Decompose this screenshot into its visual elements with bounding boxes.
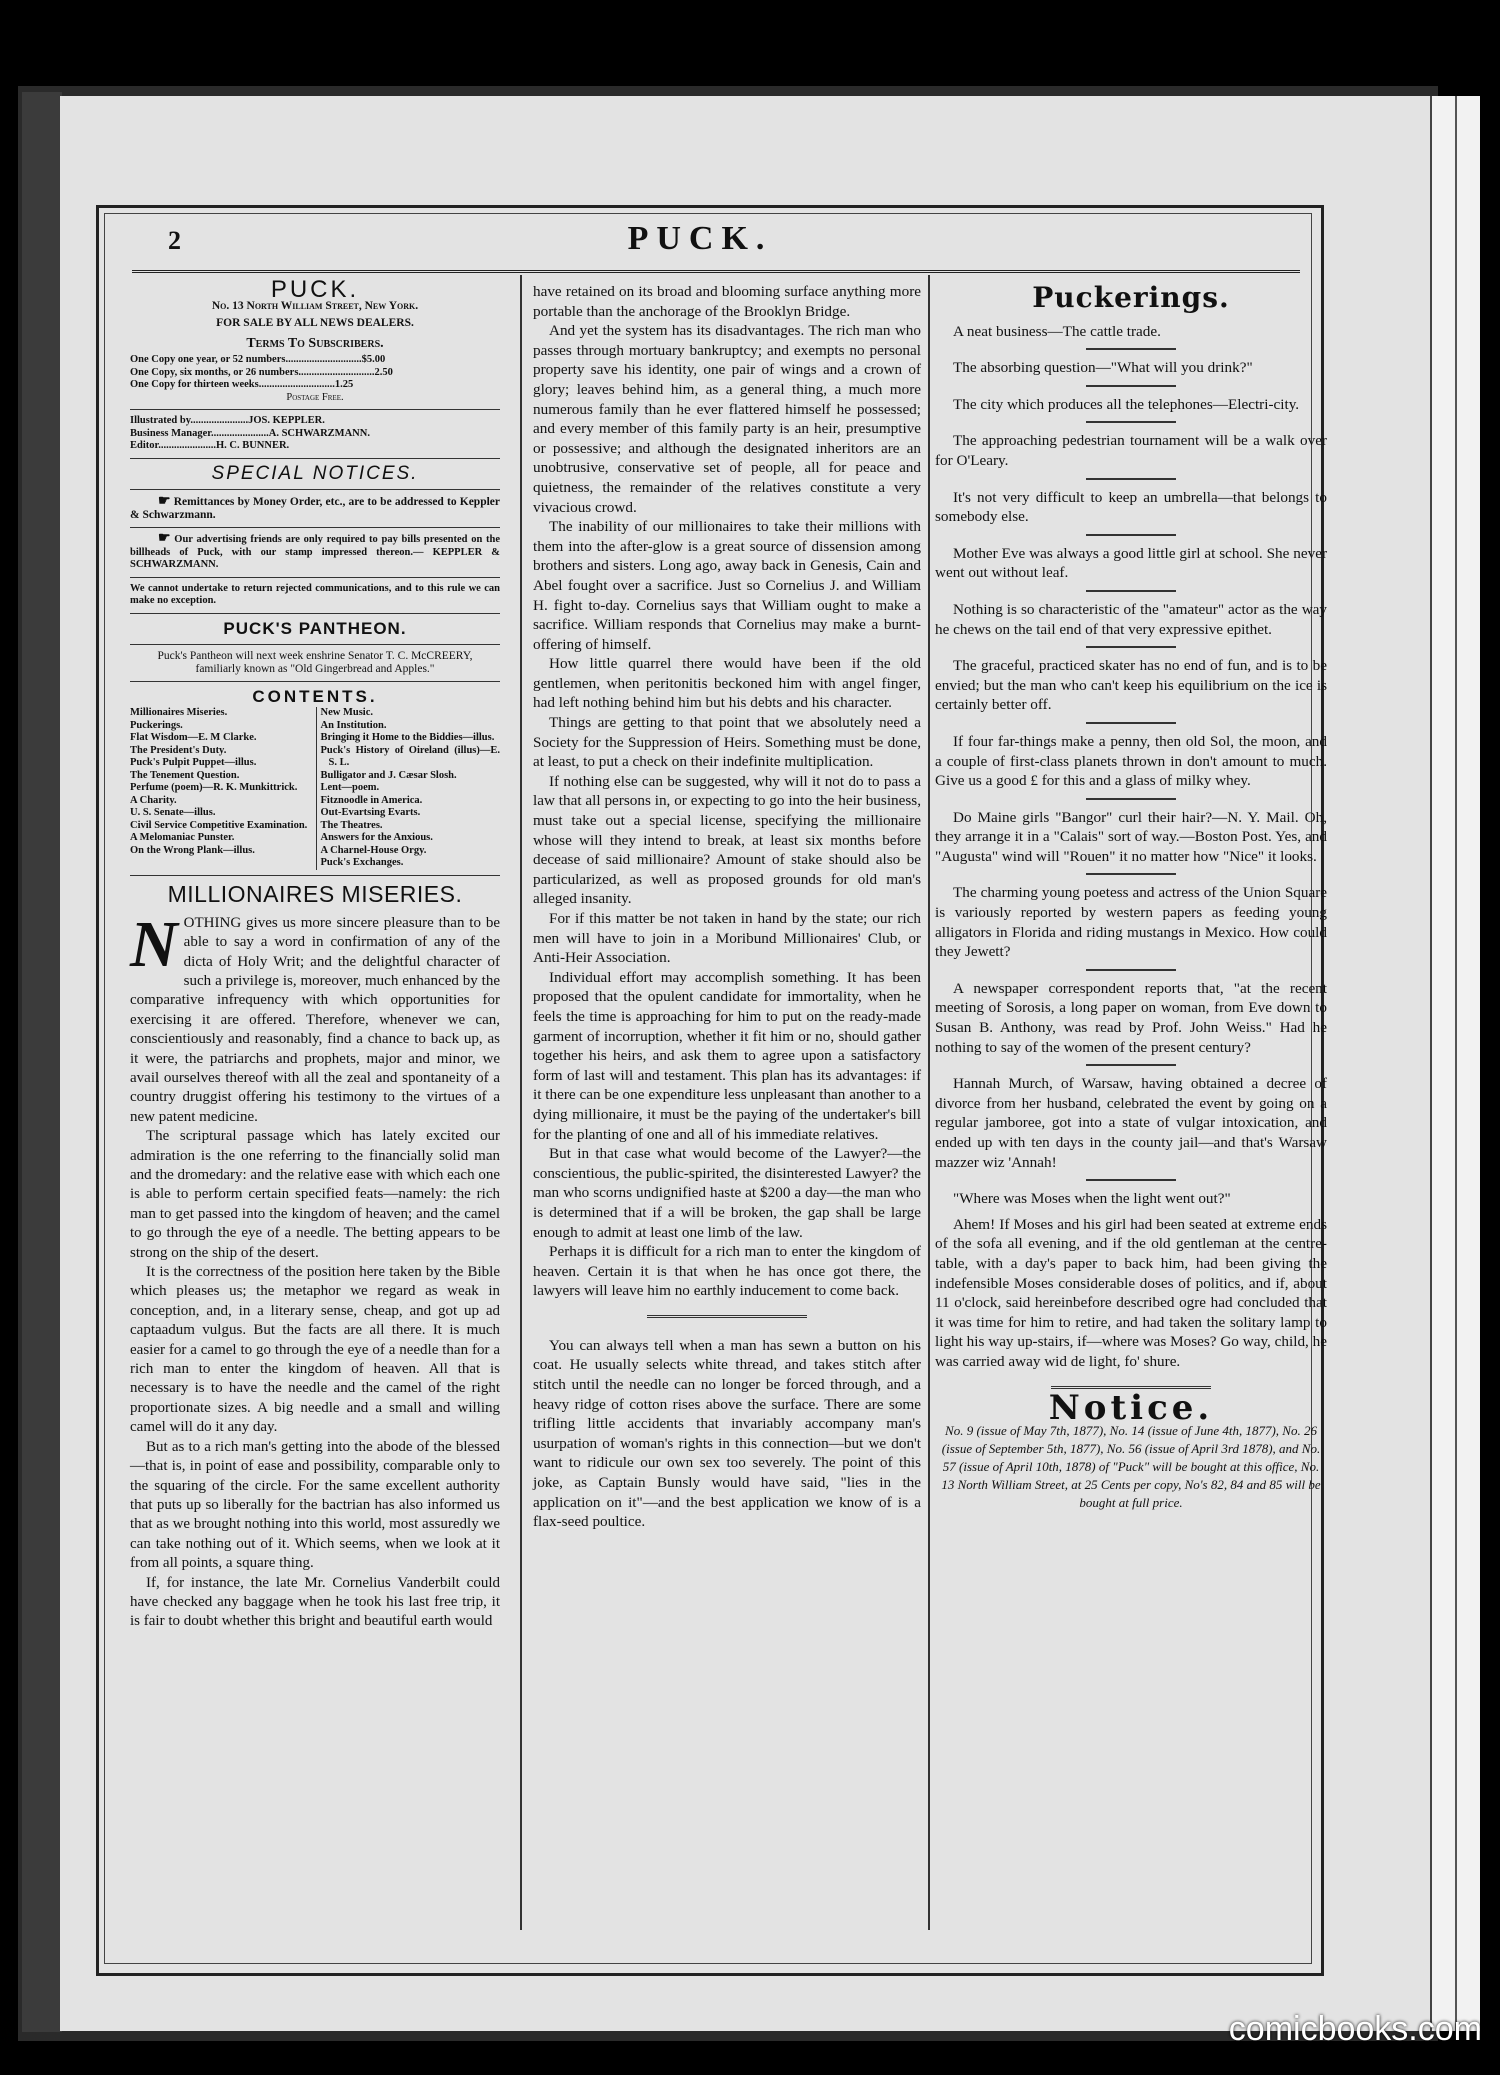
divider [1086, 1179, 1176, 1181]
divider [130, 489, 500, 490]
notice-returns: We cannot undertake to return rejected communications, and to this rule we can make no exception. [130, 582, 500, 607]
divider [130, 527, 500, 528]
article-paragraph: The scriptural passage which has lately excited our admiration is the one referring to the financially solid man and the dromedary: and the relative ease with which each one is able to perform certain specified feats—namely: the rich man to get passed into the kingdom of heaven; and the camel to go through the eye of a needle. The betting appears to be strong on the ship of the desert. [130, 1128, 500, 1261]
article-paragraph: NOTHING gives us more sincere pleasure than to be able to say a word in confirmation of any of the dicta of Holy Writ; and the delightful character of such a privilege is, moreover, much enhanced by the comparative infrequency with which opportunities for exercising it are offered. Therefore, whenever we can, conscientiously and reasonably, find a chance to back up, as it were, the patriarchs and prophets, major and minor, we avail ourselves thereof with all the zeal and spontaneity of a country druggist offering his testimony to the virtues of a new patent medicine. [130, 907, 500, 1125]
article-title: MILLIONAIRES MISERIES. [167, 880, 463, 907]
list-item: Flat Wisdom—E. M Clarke. [130, 732, 257, 744]
list-item: The Tenement Question. [130, 769, 240, 781]
pointing-hand-icon: ☛ [158, 531, 171, 547]
notice-text: Remittances by Money Order, etc., are to be addressed to Keppler & Schwarzmann. [130, 496, 500, 522]
divider [1086, 385, 1176, 387]
divider [130, 613, 500, 614]
pantheon-text: Puck's Pantheon will next week enshrine Senator T. C. McCREERY, familiarly known as "Old Gingerbread and Apples." [157, 649, 473, 675]
puckering-item: A neat business—The cattle trade. [953, 322, 1161, 340]
puckering-item: The city which produces all the telephones—Electri-city. [953, 395, 1300, 413]
list-item: The Theatres. [320, 819, 383, 831]
masthead: PUCK. [627, 220, 773, 257]
terms-line: One Copy for thirteen weeks.............................1.25 [130, 379, 354, 391]
list-item: A Charity. [130, 794, 177, 806]
drop-cap: N [130, 907, 178, 981]
contents-right [316, 707, 501, 870]
header-rule [132, 270, 1300, 273]
notice-text: No. 9 (issue of May 7th, 1877), No. 14 (issue of June 4th, 1877), No. 26 (issue of September 5th, 1877), No. 56 (issue of April 3rd 1878), and No. 57 (issue of April 10th, 1878) of "Puck" will be bought at this office, No. 13 North William Street, at 25 Cents per copy, No's 82, 84 and 85 will be bought at full price. [941, 1423, 1321, 1511]
divider [130, 458, 500, 459]
column-left [130, 278, 500, 1632]
puckering-item: The charming young poetess and actress of the Union Square is variously reported by western papers as feeding young alligators in Florida and riding mustangs in Mexico. How could they Jewett? [935, 884, 1327, 961]
divider [130, 681, 500, 682]
list-item: Puck's Exchanges. [320, 857, 404, 869]
contents-title: CONTENTS. [252, 686, 378, 706]
for-sale-line: FOR SALE BY ALL NEWS DEALERS. [216, 317, 414, 330]
notice-advertising [130, 533, 500, 572]
divider [1086, 421, 1176, 423]
list-item: Bulligator and J. Cæsar Slosh. [320, 769, 457, 781]
list-item: An Institution. [320, 719, 387, 731]
divider [1086, 348, 1176, 350]
pantheon-title: PUCK'S PANTHEON. [223, 618, 407, 638]
divider [1086, 969, 1176, 971]
puckering-item: The absorbing question—"What will you drink?" [953, 359, 1253, 377]
list-item: Puckerings. [130, 719, 183, 731]
staff-line: Illustrated by......................JOS. KEPPLER. [130, 415, 325, 427]
terms-title: Terms To Subscribers. [246, 336, 384, 352]
staff-line: Editor......................H. C. BUNNER. [130, 440, 290, 452]
divider [1086, 873, 1176, 875]
article-paragraph: It is the correctness of the position here taken by the Bible which pleases us; the metaphor we regard as weak in conception, and, in a literary sense, cheap, and got up ad captaadum vulgus. But the facts are all there. It is much easier for a camel to go through the eye of a needle than for a rich man to enter the kingdom of heaven. All that is necessary is to have the needle and the camel of the right proportionate sizes. A big needle and a small and willing camel will do it any day. [130, 1264, 500, 1436]
article-paragraph: You can always tell when a man has sewn a button on his coat. He usually selects white thread, and takes stitch after stitch until the needle can no longer be forced through, and a heavy ridge of cotton rises above the surface. There are some trifling little accidents that invariably accompany man's usurpation of woman's rights in this connection—but we don't want to ridicule our own sex too severely. The point of this joke, as Captain Bunsly would have said, "lies in the application on it"—and the best application we know of is a flax-seed poultice. [533, 1336, 921, 1531]
article-paragraph: If nothing else can be suggested, why will it not do to pass a law that all persons in, or expecting to go into the heir business, must take out a special license, specifying the millionaire whose will they intend to break, at least six months before decease of said millionaire? Amount of stake should also be particularized, as well as proposed grounds for old man's alleged insanity. [533, 772, 921, 908]
contents-left [130, 707, 310, 870]
list-item: Fitznoodle in America. [320, 794, 423, 806]
notice-remittances [130, 495, 500, 522]
list-item: Civil Service Competitive Examination. [130, 819, 308, 831]
puckering-item: Do Maine girls "Bangor" curl their hair?—N. Y. Mail. Oh, they arrange it in a "Calais" sort of way.—Boston Post. Yes, and "Augusta" wind will "Rouen" it no matter how "Nice" it looks. [935, 808, 1327, 865]
list-item: Lent—poem. [320, 782, 380, 794]
article-paragraph: But as to a rich man's getting into the abode of the blessed—that is, in point of ease and possibility, comparable only to the squaring of the circle. For the same excellent authority that puts up so liberally for the bactrian has also informed us that as we brought nothing into this world, most assuredly we can take nothing out of it. Which seems, when we look at it from all points, a square thing. [130, 1438, 500, 1572]
watermark: comicbooks.com [1228, 2010, 1482, 2048]
contents-list [130, 707, 500, 870]
list-item: U. S. Senate—illus. [130, 807, 216, 819]
divider [1086, 722, 1176, 724]
notice-title: Notice. [1048, 1387, 1214, 1428]
list-item: Millionaires Miseries. [130, 707, 228, 719]
divider [130, 875, 500, 876]
column-rule-1 [520, 275, 522, 1930]
binding-edge [22, 92, 62, 2032]
puckering-item: Nothing is so characteristic of the "amateur" actor as the way he chews on the tail end of that very expressive epithet. [935, 600, 1327, 638]
puckering-item: Ahem! If Moses and his girl had been seated at extreme ends of the sofa all evening, and if the old gentleman at the centre-table, with a day's paper to back him, had been giving the indefensible Moses considerable doses of politics, and if, about 11 o'clock, said hereinbefore described ogre had concluded that it was time for him to retire, and had taken the solitary lamp to light his way up-stairs, if—where was Moses? Go way, child, he was carried away wid de light, fo' shure. [935, 1215, 1327, 1370]
list-item: Puck's Pulpit Puppet—illus. [130, 757, 257, 769]
list-item: Bringing it Home to the Biddies—illus. [320, 732, 495, 744]
staff-line: Business Manager......................A. SCHWARZMANN. [130, 427, 370, 439]
article-paragraph: For if this matter be not taken in hand by the state; our rich men will have to join in a Moribund Millionaires' Club, or Anti-Heir Association. [533, 910, 921, 967]
article-paragraph: How little quarrel there would have been if the old gentlemen, when peritonitis beckoned him with angel finger, had left nothing behind him but his debts and his character. [533, 655, 921, 712]
column-middle [533, 282, 921, 1532]
divider [1086, 534, 1176, 536]
article-paragraph: The inability of our millionaires to take their millions with them into the after-glow is a great source of dissension among brothers and sisters. Long ago, away back in Genesis, Cain and Abel fought over a sacrifice. Just so Cornelius J. and William H. fight to-day. Cornelius says that William ought to make a sacrifice. William responds that Cornelius may make a burnt-offering of himself. [533, 518, 921, 653]
postage-note: Postage Free. [286, 391, 344, 403]
list-item: On the Wrong Plank—illus. [130, 844, 255, 856]
divider [1086, 646, 1176, 648]
puckering-item: Mother Eve was always a good little girl at school. She never went out without leaf. [935, 544, 1327, 582]
special-notices-title: SPECIAL NOTICES. [211, 462, 419, 484]
list-item: Perfume (poem)—R. K. Munkittrick. [130, 782, 298, 794]
publication-title: PUCK. [270, 276, 360, 303]
article-paragraph: And yet the system has its disadvantages. The rich man who passes through mortuary bankruptcy; and exempts no personal property save his identity, one pair of wings and a crown of glory; leaves behind him, as a general thing, a much more numerous family than he ever flattered himself he possessed; and every member of this family party is an heir, presumptive or possessive; and although the designated inheritors are an unobtrusive, conservative set of people, all for peace and quietness, the remainder of the relatives constitute a very vivacious crowd. [533, 322, 921, 516]
article-paragraph: have retained on its broad and blooming surface anything more portable than the anchorage of the Brooklyn Bridge. [533, 283, 921, 320]
page-fold-line [1455, 96, 1457, 2031]
divider [130, 644, 500, 645]
article-body [130, 907, 500, 1632]
puckerings-title: Puckerings. [1032, 281, 1230, 314]
puckering-item: The graceful, practiced skater has no end of fun, and is to be envied; but the man who can't keep his equilibrium on the ice is certainly better off. [935, 657, 1327, 714]
list-item: Puck's History of Oireland (illus)—E. S. L. [320, 744, 500, 769]
list-item: Answers for the Anxious. [320, 832, 433, 844]
list-item: Out-Evartsing Evarts. [320, 807, 421, 819]
publication-address: No. 13 North William Street, New York. [211, 300, 419, 313]
divider [1086, 590, 1176, 592]
list-item: A Melomaniac Punster. [130, 832, 235, 844]
puckering-item: "Where was Moses when the light went out?" [953, 1190, 1231, 1208]
puckering-item: If four far-things make a penny, then old Sol, the moon, and a couple of first-class planets thrown in don't amount to much. Give us a good £ for this and a glass of milky whey. [935, 732, 1327, 790]
article-paragraph: Perhaps it is difficult for a rich man to enter the kingdom of heaven. Certain it is that when he has once got there, the lawyers will leave him no earthly inducement to come back. [533, 1243, 921, 1300]
puckering-item: It's not very difficult to keep an umbrella—that belongs to somebody else. [935, 488, 1327, 526]
terms-line: One Copy one year, or 52 numbers.............................$5.00 [130, 354, 386, 366]
article-paragraph: If, for instance, the late Mr. Cornelius Vanderbilt could have checked any baggage when he took his last free trip, it is fair to doubt whether this bright and beautiful earth would [130, 1574, 500, 1630]
article-paragraph: Things are getting to that point that we absolutely need a Society for the Suppression of Heirs. Something must be done, at least, to put a check on their indefinite multiplication. [533, 714, 921, 771]
puckering-item: The approaching pedestrian tournament will be a walk over for O'Leary. [935, 432, 1327, 469]
column-right [935, 282, 1327, 1512]
puckering-item: Hannah Murch, of Warsaw, having obtained a decree of divorce from her husband, celebrated the event by going on a regular jamboree, got into a state of vulgar intoxication, and ended up with ten days in the county jail—and that's Warsaw mazzer wiz 'Annah! [935, 1075, 1327, 1171]
divider [1086, 478, 1176, 480]
list-item: New Music. [320, 707, 373, 719]
article-paragraph: But in that case what would become of the Lawyer?—the conscientious, the public-spirited, the disinterested Lawyer? the man who scorns undignified haste at $200 a day—the man who is determined that if a will be broken, the gap shall be large enough to admit at least one limb of the law. [533, 1145, 921, 1241]
section-divider [647, 1315, 807, 1318]
divider [130, 577, 500, 578]
column-rule-2 [928, 275, 930, 1930]
list-item: A Charnel-House Orgy. [320, 844, 427, 856]
divider [1086, 798, 1176, 800]
puckering-item: A newspaper correspondent reports that, "at the recent meeting of Sorosis, a long paper on woman, from Eve down to Susan B. Anthony, was read by Prof. John Weiss." Had he nothing to say of the women of the present century? [935, 979, 1327, 1056]
article-paragraph: Individual effort may accomplish something. It has been proposed that the opulent candidate for immortality, when he feels the time is approaching for him to put on the ready-made garment of incorruption, whether it fit him or no, should gather together his heirs, and ask them to agree upon a satisfactory form of last will and testament. This plan has its advantages: if it there can be one expenditure less unpleasant than another to a dying millionaire, it must be the paying of the undertaker's bill for the planting of one and all of his immediate relatives. [533, 968, 921, 1143]
page-number: 2 [168, 226, 181, 255]
list-item: The President's Duty. [130, 744, 227, 756]
divider [130, 409, 500, 410]
notice-text: Our advertising friends are only required to pay bills presented on the billheads of Puck, with our stamp impressed thereon.— KEPPLER & SCHWARZMANN. [130, 534, 501, 571]
pointing-hand-icon: ☛ [158, 494, 171, 510]
divider [1086, 1064, 1176, 1066]
terms-line: One Copy, six months, or 26 numbers.............................2.50 [130, 366, 393, 378]
